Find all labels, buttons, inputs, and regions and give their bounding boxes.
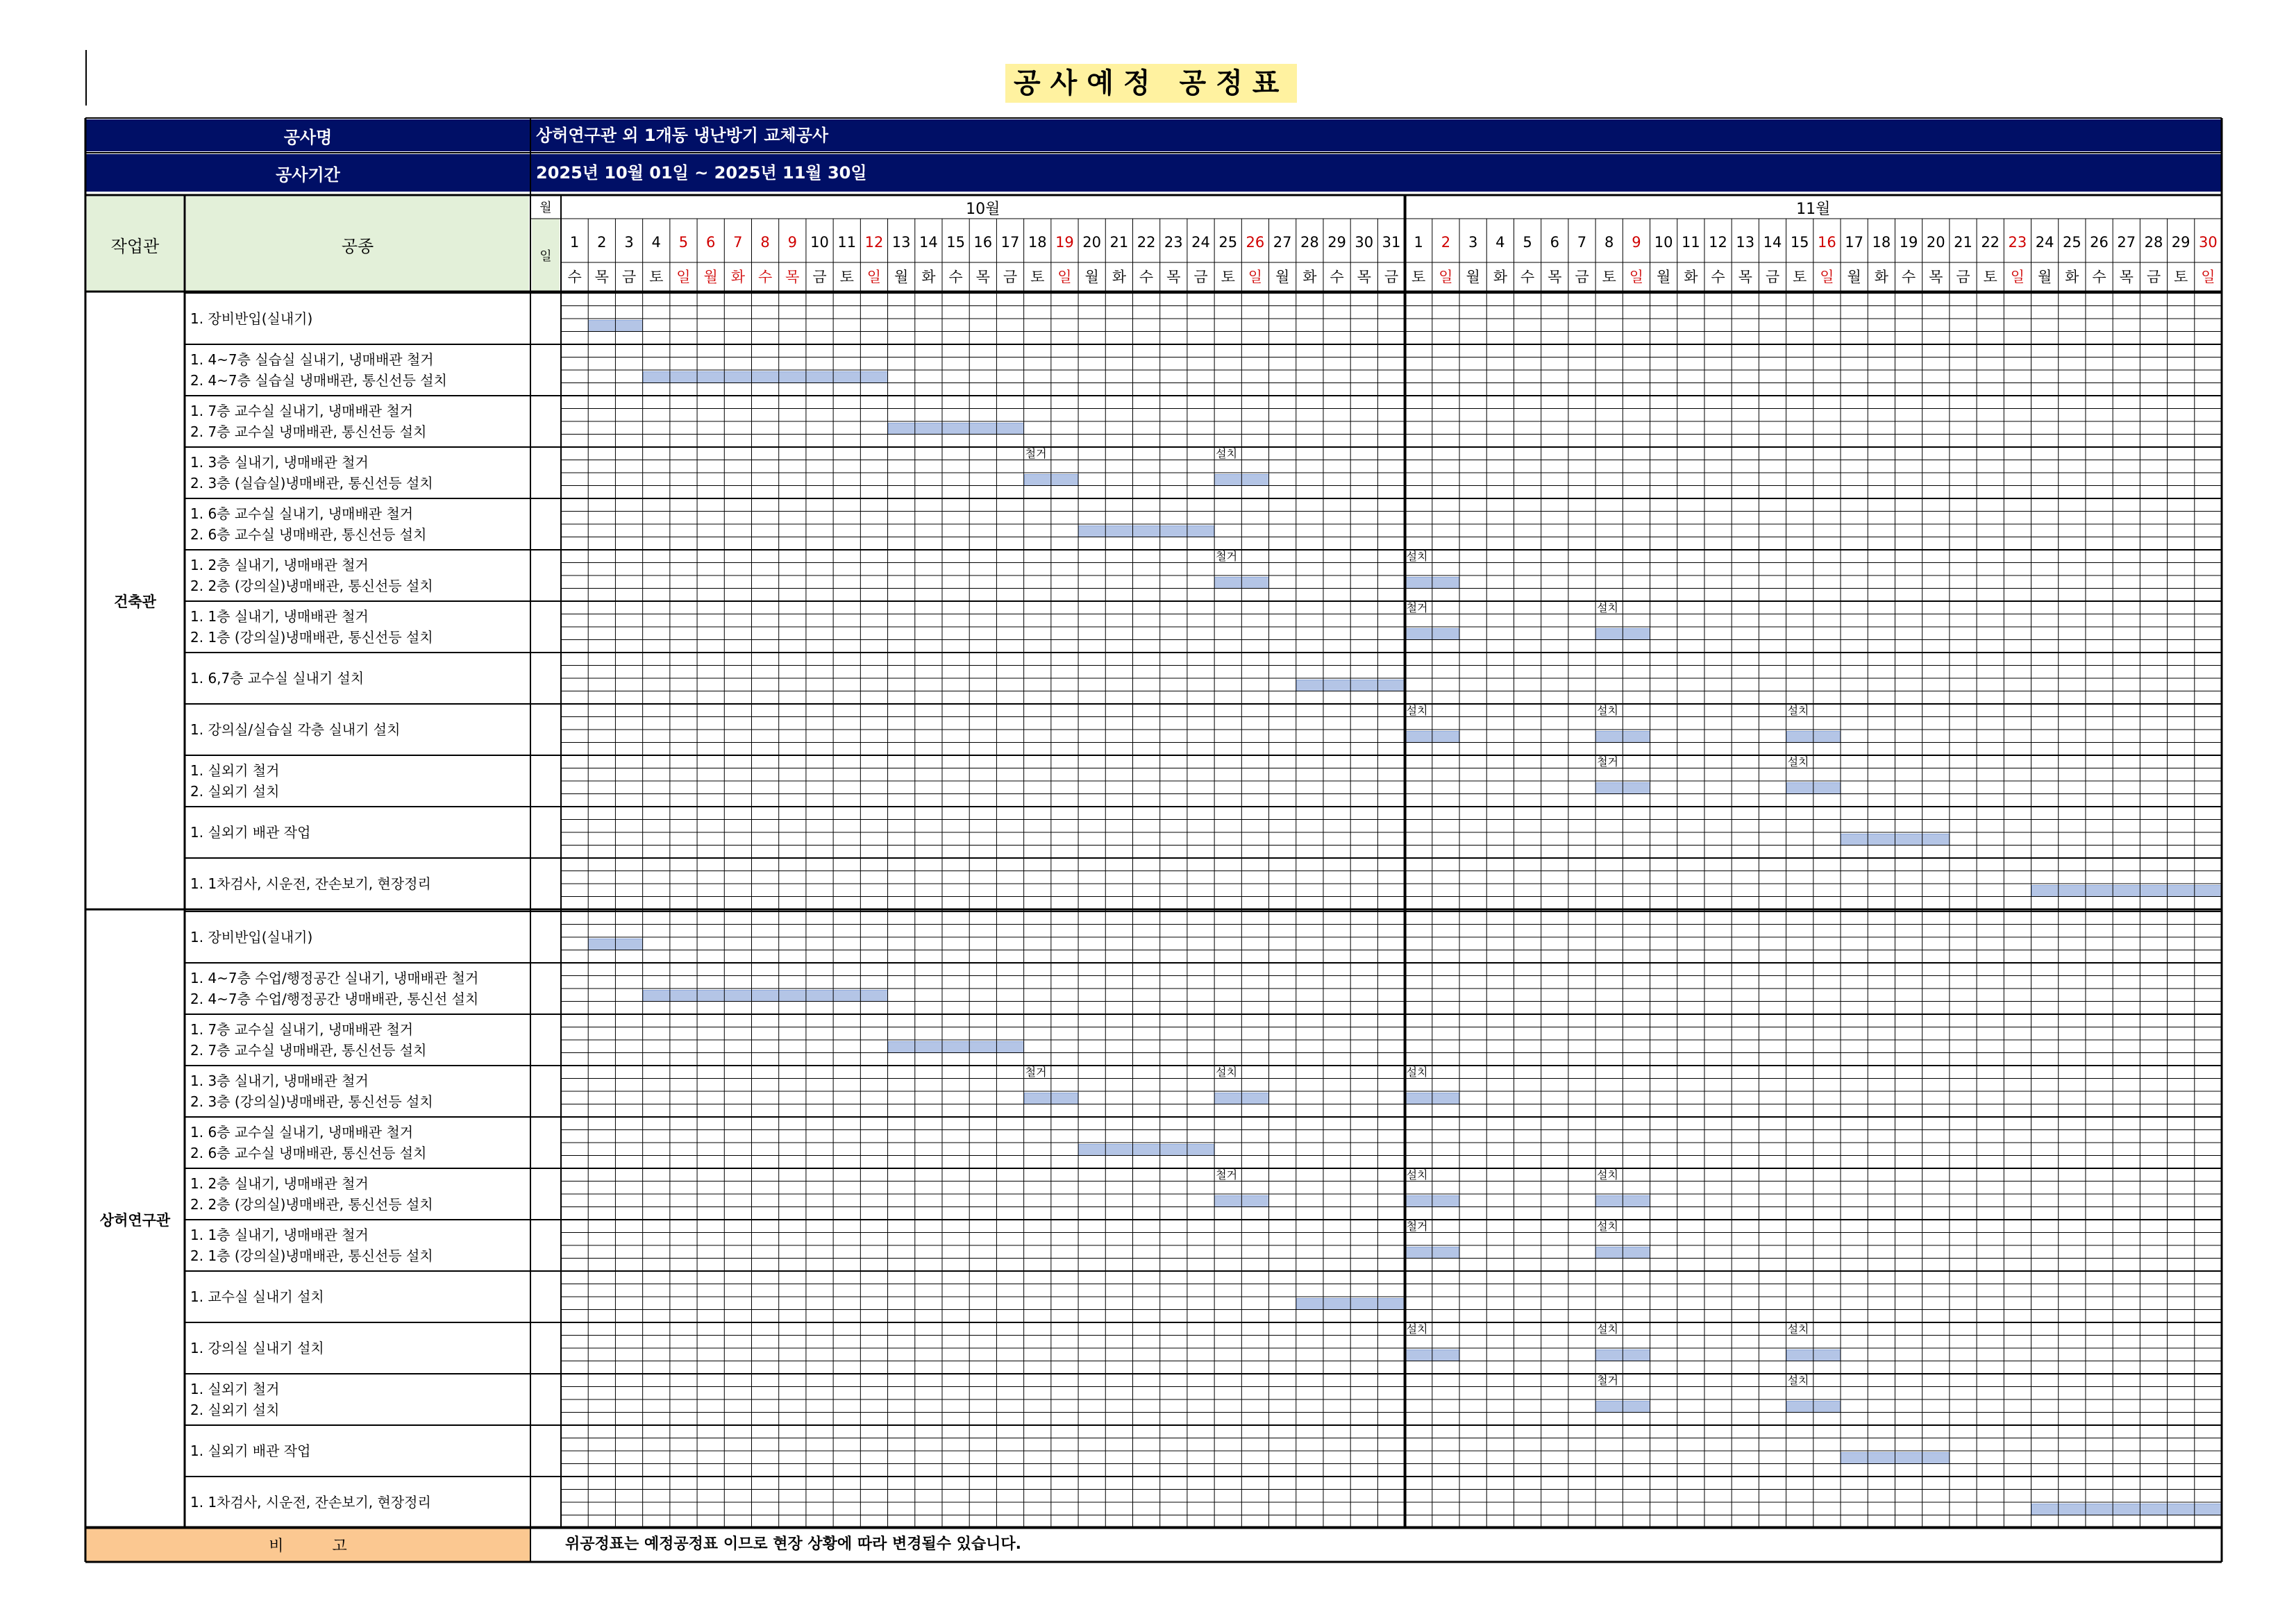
task-line: 1. 실외기 배관 작업	[190, 1443, 311, 1459]
day-number: 27	[1273, 234, 1292, 251]
day-number: 7	[1577, 234, 1587, 251]
schedule-mark-label: 설치	[1216, 1066, 1238, 1079]
weekday-name: 일	[2010, 269, 2025, 285]
day-number: 17	[1000, 234, 1020, 251]
project-period-label: 공사기간	[85, 154, 530, 192]
schedule-mark-label: 철거	[1597, 755, 1619, 768]
page-title: 공사예정 공정표	[1005, 64, 1297, 103]
day-number: 6	[705, 234, 716, 251]
task-line: 1. 7층 교수실 실내기, 냉매배관 철거	[190, 403, 414, 419]
day-number: 31	[1382, 234, 1401, 251]
weekday-name: 수	[567, 269, 582, 285]
weekday-name: 화	[2065, 269, 2079, 285]
day-number: 29	[1327, 234, 1346, 251]
day-number: 13	[891, 234, 911, 251]
day-number: 18	[1872, 234, 1891, 251]
weekday-name: 일	[1629, 269, 1644, 285]
day-number: 25	[2062, 234, 2081, 251]
day-number: 11	[1681, 234, 1700, 251]
day-number: 4	[1495, 234, 1505, 251]
task-line: 2. 7층 교수실 냉매배관, 통신선등 설치	[190, 1042, 427, 1059]
weekday-name: 일	[1248, 269, 1263, 285]
weekday-name: 수	[757, 269, 773, 285]
weekday-name: 화	[1684, 269, 1698, 285]
schedule-mark-label: 철거	[1216, 1168, 1238, 1181]
day-number: 5	[678, 234, 689, 251]
task-line: 1. 교수실 실내기 설치	[190, 1288, 324, 1305]
day-number: 21	[1109, 234, 1129, 251]
day-number: 1	[1414, 234, 1423, 251]
schedule-mark-label: 설치	[1216, 447, 1238, 460]
task-line: 2. 3층 (강의실)냉매배관, 통신선등 설치	[190, 1093, 433, 1110]
task-line: 1. 3층 실내기, 냉매배관 철거	[190, 1073, 369, 1089]
day-number: 14	[919, 234, 938, 251]
weekday-name: 금	[621, 269, 637, 285]
day-number: 12	[1709, 234, 1727, 251]
schedule-mark-label: 철거	[1597, 1374, 1619, 1387]
schedule-mark-label: 설치	[1597, 1168, 1619, 1181]
day-number: 3	[1468, 234, 1478, 251]
day-number: 3	[624, 234, 634, 251]
task-line: 1. 6,7층 교수실 실내기 설치	[190, 670, 364, 687]
task-line: 1. 1층 실내기, 냉매배관 철거	[190, 608, 369, 625]
weekday-name: 수	[948, 269, 963, 285]
day-number: 15	[946, 234, 965, 251]
day-number: 16	[1818, 234, 1836, 251]
schedule-mark-label: 설치	[1787, 704, 1809, 717]
task-line: 1. 4~7층 수업/행정공간 실내기, 냉매배관 철거	[190, 970, 479, 986]
weekday-name: 월	[703, 269, 718, 285]
weekday-name: 일	[1820, 269, 1834, 285]
weekday-name: 토	[1983, 269, 1997, 285]
weekday-name: 토	[1602, 269, 1616, 285]
weekday-name: 월	[2037, 269, 2052, 285]
month-label: 11월	[1796, 200, 1831, 218]
day-number: 9	[1632, 234, 1641, 251]
task-line: 1. 6층 교수실 실내기, 냉매배관 철거	[190, 505, 414, 522]
day-number: 4	[651, 234, 661, 251]
day-number: 10	[1654, 234, 1673, 251]
weekday-name: 토	[1411, 269, 1426, 285]
task-line: 2. 1층 (강의실)냉매배관, 통신선등 설치	[190, 629, 433, 646]
task-line: 1. 1차검사, 시운전, 잔손보기, 현장정리	[190, 1494, 431, 1511]
weekday-name: 목	[975, 269, 990, 285]
task-line: 2. 6층 교수실 냉매배관, 통신선등 설치	[190, 1145, 427, 1161]
day-number: 14	[1763, 234, 1782, 251]
weekday-name: 화	[730, 269, 746, 285]
day-number: 30	[2199, 234, 2218, 251]
column-header-task: 공종	[186, 196, 529, 292]
weekday-name: 화	[1493, 269, 1507, 285]
weekday-name: 월	[1084, 269, 1099, 285]
task-line: 2. 7층 교수실 냉매배관, 통신선등 설치	[190, 423, 427, 440]
day-number: 18	[1028, 234, 1047, 251]
schedule-mark-label: 설치	[1787, 755, 1809, 768]
day-number: 23	[1164, 234, 1183, 251]
task-line: 1. 4~7층 실습실 실내기, 냉매배관 철거	[190, 351, 434, 368]
weekday-name: 금	[1003, 269, 1018, 285]
weekday-name: 일	[2201, 269, 2215, 285]
month-row-label: 월	[539, 201, 552, 215]
day-number: 25	[1218, 234, 1238, 251]
task-line: 1. 실외기 배관 작업	[190, 824, 311, 841]
task-line: 1. 7층 교수실 실내기, 냉매배관 철거	[190, 1021, 414, 1038]
task-line: 2. 실외기 설치	[190, 1402, 280, 1418]
day-number: 26	[1246, 234, 1265, 251]
weekday-name: 토	[1793, 269, 1807, 285]
weekday-name: 수	[1139, 269, 1154, 285]
day-number: 15	[1790, 234, 1809, 251]
day-number: 30	[1355, 234, 1374, 251]
day-number: 24	[1191, 234, 1210, 251]
task-line: 2. 4~7층 실습실 냉매배관, 통신선등 설치	[190, 372, 447, 389]
day-number: 27	[2117, 234, 2136, 251]
day-number: 22	[1137, 234, 1156, 251]
weekday-name: 목	[1357, 269, 1371, 285]
task-line: 1. 1차검사, 시운전, 잔손보기, 현장정리	[190, 875, 431, 892]
day-number: 2	[1441, 234, 1451, 251]
schedule-mark-label: 설치	[1406, 1168, 1428, 1181]
schedule-mark-label: 설치	[1787, 1374, 1809, 1387]
day-number: 29	[2171, 234, 2190, 251]
weekday-name: 목	[1548, 269, 1562, 285]
weekday-name: 목	[594, 269, 609, 285]
task-line: 1. 장비반입(실내기)	[190, 310, 313, 327]
weekday-name: 수	[1520, 269, 1535, 285]
day-number: 10	[810, 234, 829, 251]
day-number: 28	[1300, 234, 1319, 251]
day-number: 20	[1082, 234, 1102, 251]
schedule-mark-label: 설치	[1406, 550, 1428, 563]
weekday-name: 화	[1302, 269, 1317, 285]
day-number: 16	[973, 234, 993, 251]
weekday-name: 일	[676, 269, 691, 285]
project-period-value: 2025년 10월 01일 ~ 2025년 11월 30일	[530, 154, 2222, 192]
project-name-label: 공사명	[85, 119, 530, 151]
day-number: 6	[1550, 234, 1559, 251]
schedule-mark-label: 철거	[1216, 550, 1238, 563]
weekday-name: 월	[1847, 269, 1861, 285]
task-line: 1. 2층 실내기, 냉매배관 철거	[190, 557, 369, 573]
weekday-name: 금	[1384, 269, 1399, 285]
task-line: 1. 6층 교수실 실내기, 냉매배관 철거	[190, 1124, 414, 1141]
weekday-name: 금	[812, 269, 827, 285]
day-number: 22	[1981, 234, 2000, 251]
task-line: 2. 4~7층 수업/행정공간 냉매배관, 통신선 설치	[190, 991, 479, 1007]
schedule-mark-label: 설치	[1406, 1066, 1428, 1079]
task-line: 2. 1층 (강의실)냉매배관, 통신선등 설치	[190, 1247, 433, 1264]
building-name: 건축관	[114, 594, 156, 610]
weekday-name: 목	[1166, 269, 1181, 285]
day-row-label: 일	[532, 219, 560, 292]
schedule-mark-label: 설치	[1597, 1220, 1619, 1233]
weekday-name: 토	[839, 269, 854, 285]
weekday-name: 월	[894, 269, 909, 285]
weekday-name: 금	[1575, 269, 1589, 285]
day-number: 7	[733, 234, 743, 251]
weekday-name: 수	[1711, 269, 1725, 285]
schedule-mark-label: 철거	[1406, 1220, 1428, 1233]
weekday-name: 목	[1929, 269, 1943, 285]
weekday-name: 토	[1030, 269, 1045, 285]
weekday-name: 목	[2119, 269, 2134, 285]
task-line: 1. 강의실/실습실 각층 실내기 설치	[190, 721, 401, 738]
weekday-name: 일	[1439, 269, 1453, 285]
day-number: 13	[1736, 234, 1755, 251]
weekday-name: 목	[1738, 269, 1752, 285]
task-line: 1. 2층 실내기, 냉매배관 철거	[190, 1175, 369, 1192]
day-number: 5	[1523, 234, 1532, 251]
weekday-name: 월	[1466, 269, 1480, 285]
day-number: 28	[2144, 234, 2163, 251]
day-number: 17	[1845, 234, 1863, 251]
weekday-name: 월	[1656, 269, 1671, 285]
day-number: 20	[1926, 234, 1945, 251]
weekday-name: 화	[921, 269, 936, 285]
task-line: 1. 실외기 철거	[190, 1381, 280, 1397]
footer-note: 위공정표는 예정공정표 이므로 현장 상황에 따라 변경될수 있습니다.	[565, 1536, 1022, 1553]
weekday-name: 토	[649, 269, 664, 285]
schedule-mark-label: 설치	[1597, 601, 1619, 614]
task-line: 2. 2층 (강의실)냉매배관, 통신선등 설치	[190, 578, 433, 594]
task-line: 2. 6층 교수실 냉매배관, 통신선등 설치	[190, 526, 427, 543]
weekday-name: 수	[2092, 269, 2106, 285]
weekday-name: 화	[1112, 269, 1126, 285]
day-number: 21	[1954, 234, 1972, 251]
weekday-name: 일	[1057, 269, 1072, 285]
task-line: 1. 1층 실내기, 냉매배관 철거	[190, 1227, 369, 1243]
day-number: 24	[2035, 234, 2054, 251]
weekday-name: 목	[785, 269, 800, 285]
day-number: 19	[1899, 234, 1918, 251]
weekday-name: 금	[1765, 269, 1780, 285]
schedule-mark-label: 설치	[1597, 704, 1619, 717]
weekday-name: 수	[1901, 269, 1916, 285]
weekday-name: 화	[1874, 269, 1888, 285]
day-number: 8	[760, 234, 770, 251]
task-line: 2. 2층 (강의실)냉매배관, 통신선등 설치	[190, 1196, 433, 1213]
day-number: 9	[787, 234, 797, 251]
weekday-name: 금	[1956, 269, 1970, 285]
weekday-name: 수	[1330, 269, 1344, 285]
day-number: 12	[864, 234, 884, 251]
day-number: 26	[2090, 234, 2109, 251]
schedule-mark-label: 철거	[1406, 601, 1428, 614]
schedule-mark-label: 철거	[1025, 447, 1047, 460]
schedule-mark-label: 설치	[1406, 1322, 1428, 1336]
schedule-mark-label: 설치	[1787, 1322, 1809, 1336]
weekday-name: 월	[1275, 269, 1290, 285]
weekday-name: 금	[2146, 269, 2161, 285]
task-line: 1. 3층 실내기, 냉매배관 철거	[190, 454, 369, 471]
task-line: 1. 강의실 실내기 설치	[190, 1340, 324, 1356]
day-number: 11	[837, 234, 857, 251]
schedule-mark-label: 철거	[1025, 1066, 1047, 1079]
task-line: 1. 실외기 철거	[190, 762, 280, 779]
day-number: 23	[2008, 234, 2027, 251]
weekday-name: 토	[1221, 269, 1235, 285]
day-number: 19	[1055, 234, 1074, 251]
building-name: 상허연구관	[99, 1212, 171, 1229]
task-line: 1. 장비반입(실내기)	[190, 929, 313, 945]
day-number: 2	[597, 234, 607, 251]
month-label: 10월	[966, 200, 1000, 218]
task-line: 2. 3층 (실습실)냉매배관, 통신선등 설치	[190, 475, 433, 491]
weekday-name: 금	[1193, 269, 1208, 285]
schedule-mark-label: 설치	[1597, 1322, 1619, 1336]
project-name-value: 상허연구관 외 1개동 냉난방기 교체공사	[530, 119, 2222, 151]
day-number: 1	[569, 234, 580, 251]
task-line: 2. 실외기 설치	[190, 783, 280, 800]
day-number: 8	[1604, 234, 1614, 251]
schedule-mark-label: 설치	[1406, 704, 1428, 717]
weekday-name: 토	[2174, 269, 2188, 285]
column-header-building: 작업관	[87, 196, 183, 292]
footer-label: 비 고	[85, 1527, 530, 1562]
weekday-name: 일	[866, 269, 882, 285]
